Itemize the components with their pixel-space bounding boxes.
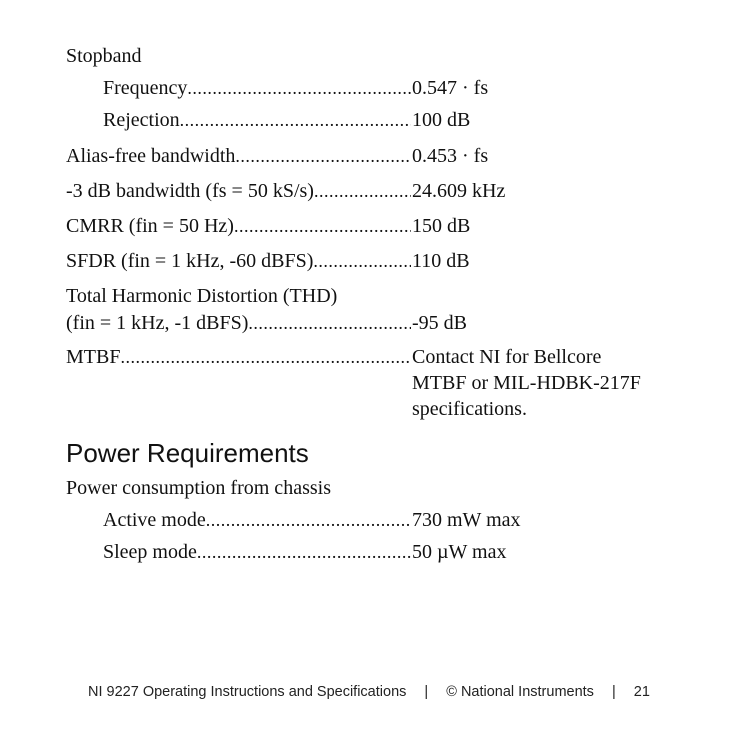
leader-dots [234, 210, 411, 242]
spec-row-sleep-mode [66, 536, 686, 568]
spec-label: -3 dB bandwidth (fs = 50 kS/s) [66, 180, 314, 202]
spec-row-active-mode [66, 504, 686, 536]
spec-label: Power consumption from chassis [66, 477, 331, 499]
leader-dots [120, 344, 411, 370]
leader-dots [206, 504, 411, 536]
spec-row-3db-bandwidth [66, 175, 686, 207]
spec-label: Rejection [103, 109, 180, 131]
spec-row-thd-title [66, 280, 686, 312]
spec-row-stopband-rejection [66, 104, 686, 136]
spec-row-sfdr [66, 245, 686, 277]
spec-label: SFDR (fin = 1 kHz, -60 dBFS) [66, 250, 314, 272]
spec-label: Active mode [103, 509, 206, 531]
spec-value: 24.609 kHz [412, 180, 506, 202]
spec-row-alias-free-bandwidth [66, 140, 686, 172]
footer-separator: | [424, 684, 429, 700]
power-consumption-label [66, 472, 686, 504]
leader-dots [180, 104, 411, 136]
leader-dots [197, 536, 411, 568]
spec-value: 100 dB [412, 109, 471, 131]
footer-doc-title: NI 9227 Operating Instructions and Specifications [88, 684, 407, 700]
spec-value: 0.547 · fs [412, 77, 489, 99]
spec-value: -95 dB [412, 312, 467, 334]
spec-value: 0.453 · fs [412, 145, 489, 167]
spec-row-mtbf-cont [66, 370, 686, 396]
specifications-section [66, 40, 686, 568]
leader-dots [235, 140, 411, 172]
spec-label: Frequency [103, 77, 188, 99]
spec-row-mtbf-cont [66, 396, 686, 422]
spec-label: (fin = 1 kHz, -1 dBFS) [66, 312, 249, 334]
spec-value: 150 dB [412, 215, 471, 237]
spec-label: Alias-free bandwidth [66, 145, 236, 167]
spec-row-mtbf [66, 344, 686, 370]
leader-dots [187, 72, 411, 104]
spec-row-thd [66, 310, 686, 336]
page-footer [88, 684, 650, 700]
spec-value: MTBF or MIL-HDBK-217F [412, 372, 641, 394]
footer-page-number: 21 [633, 684, 650, 700]
spec-value: 110 dB [412, 250, 470, 272]
leader-dots [248, 310, 411, 336]
spec-value: 730 mW max [412, 509, 521, 531]
spec-label: MTBF [66, 346, 121, 368]
stopband-heading [66, 40, 686, 72]
spec-value: Contact NI for Bellcore [412, 346, 602, 368]
spec-row-stopband-frequency [66, 72, 686, 104]
footer-copyright: © National Instruments [446, 684, 594, 700]
spec-value: specifications. [412, 398, 527, 420]
stopband-heading-text: Stopband [66, 45, 142, 67]
power-requirements-heading: Power Requirements [66, 438, 309, 468]
leader-dots [313, 245, 411, 277]
leader-dots [314, 175, 411, 207]
spec-row-cmrr [66, 210, 686, 242]
footer-separator: | [611, 684, 616, 700]
spec-label: Total Harmonic Distortion (THD) [66, 285, 338, 307]
spec-label: CMRR (fin = 50 Hz) [66, 215, 234, 237]
spec-value: 50 µW max [412, 541, 507, 563]
spec-label: Sleep mode [103, 541, 197, 563]
